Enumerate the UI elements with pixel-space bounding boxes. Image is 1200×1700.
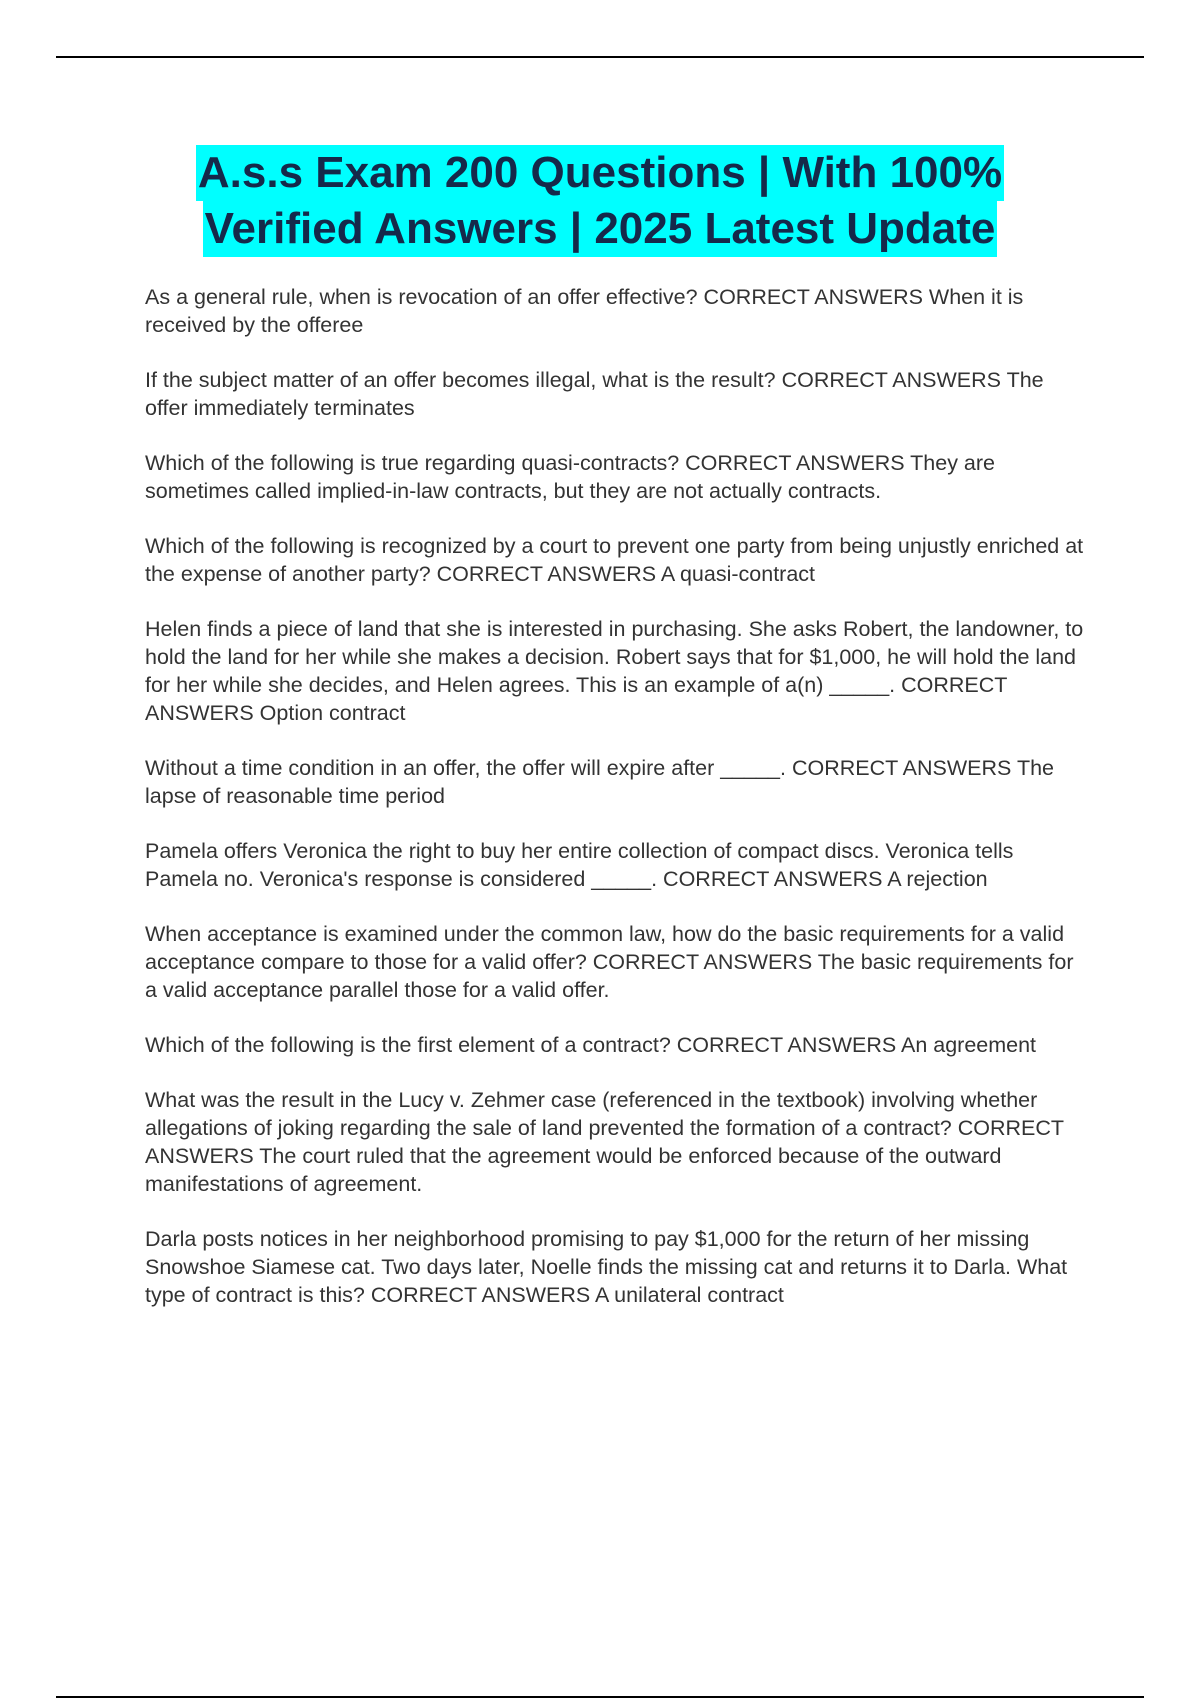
qa-list <box>145 283 1090 1336</box>
bottom-rule <box>56 1696 1144 1698</box>
qa-item: If the subject matter of an offer becomes illegal, what is the result? CORRECT ANSWERS The offer immediately terminates <box>145 368 1044 420</box>
qa-item: Without a time condition in an offer, the offer will expire after _____. CORRECT ANSWERS The lapse of reasonable time period <box>145 756 1055 808</box>
qa-item: Which of the following is true regarding quasi-contracts? CORRECT ANSWERS They are sometimes called implied-in-law contracts, but they are not actually contracts. <box>145 451 995 503</box>
document-title <box>0 145 1200 257</box>
qa-item: Darla posts notices in her neighborhood promising to pay $1,000 for the return of her missing Snowshoe Siamese cat. Two days later, Noelle finds the missing cat and returns it to Darla. What type of contract is this? CORRECT ANSWERS A unilateral contract <box>145 1227 1068 1307</box>
qa-item: As a general rule, when is revocation of an offer effective? CORRECT ANSWERS When it is received by the offeree <box>145 285 1024 337</box>
title-line-1: A.s.s Exam 200 Questions | With 100% <box>196 145 1004 201</box>
qa-item: Helen finds a piece of land that she is interested in purchasing. She asks Robert, the landowner, to hold the land for her while she makes a decision. Robert says that for $1,000, he will hold the land for her while she decides, and Helen agrees. This is an example of a(n) _____. CORRECT ANSWERS Option contract <box>145 617 1084 725</box>
qa-item: Which of the following is the first element of a contract? CORRECT ANSWERS An agreement <box>145 1033 1037 1057</box>
qa-item: What was the result in the Lucy v. Zehmer case (referenced in the textbook) involving whether allegations of joking regarding the sale of land prevented the formation of a contract? CORRECT ANSWERS The court ruled that the agreement would be enforced because of the outward manifestations of agreement. <box>145 1088 1064 1196</box>
qa-item: When acceptance is examined under the common law, how do the basic requirements for a valid acceptance compare to those for a valid offer? CORRECT ANSWERS The basic requirements for a valid acceptance parallel those for a valid offer. <box>145 922 1074 1002</box>
qa-item: Which of the following is recognized by a court to prevent one party from being unjustly enriched at the expense of another party? CORRECT ANSWERS A quasi-contract <box>145 534 1084 586</box>
title-line-2: Verified Answers | 2025 Latest Update <box>203 201 998 257</box>
top-rule <box>56 56 1144 58</box>
qa-item: Pamela offers Veronica the right to buy her entire collection of compact discs. Veronica tells Pamela no. Veronica's response is considered _____. CORRECT ANSWERS A rejection <box>145 839 1014 891</box>
